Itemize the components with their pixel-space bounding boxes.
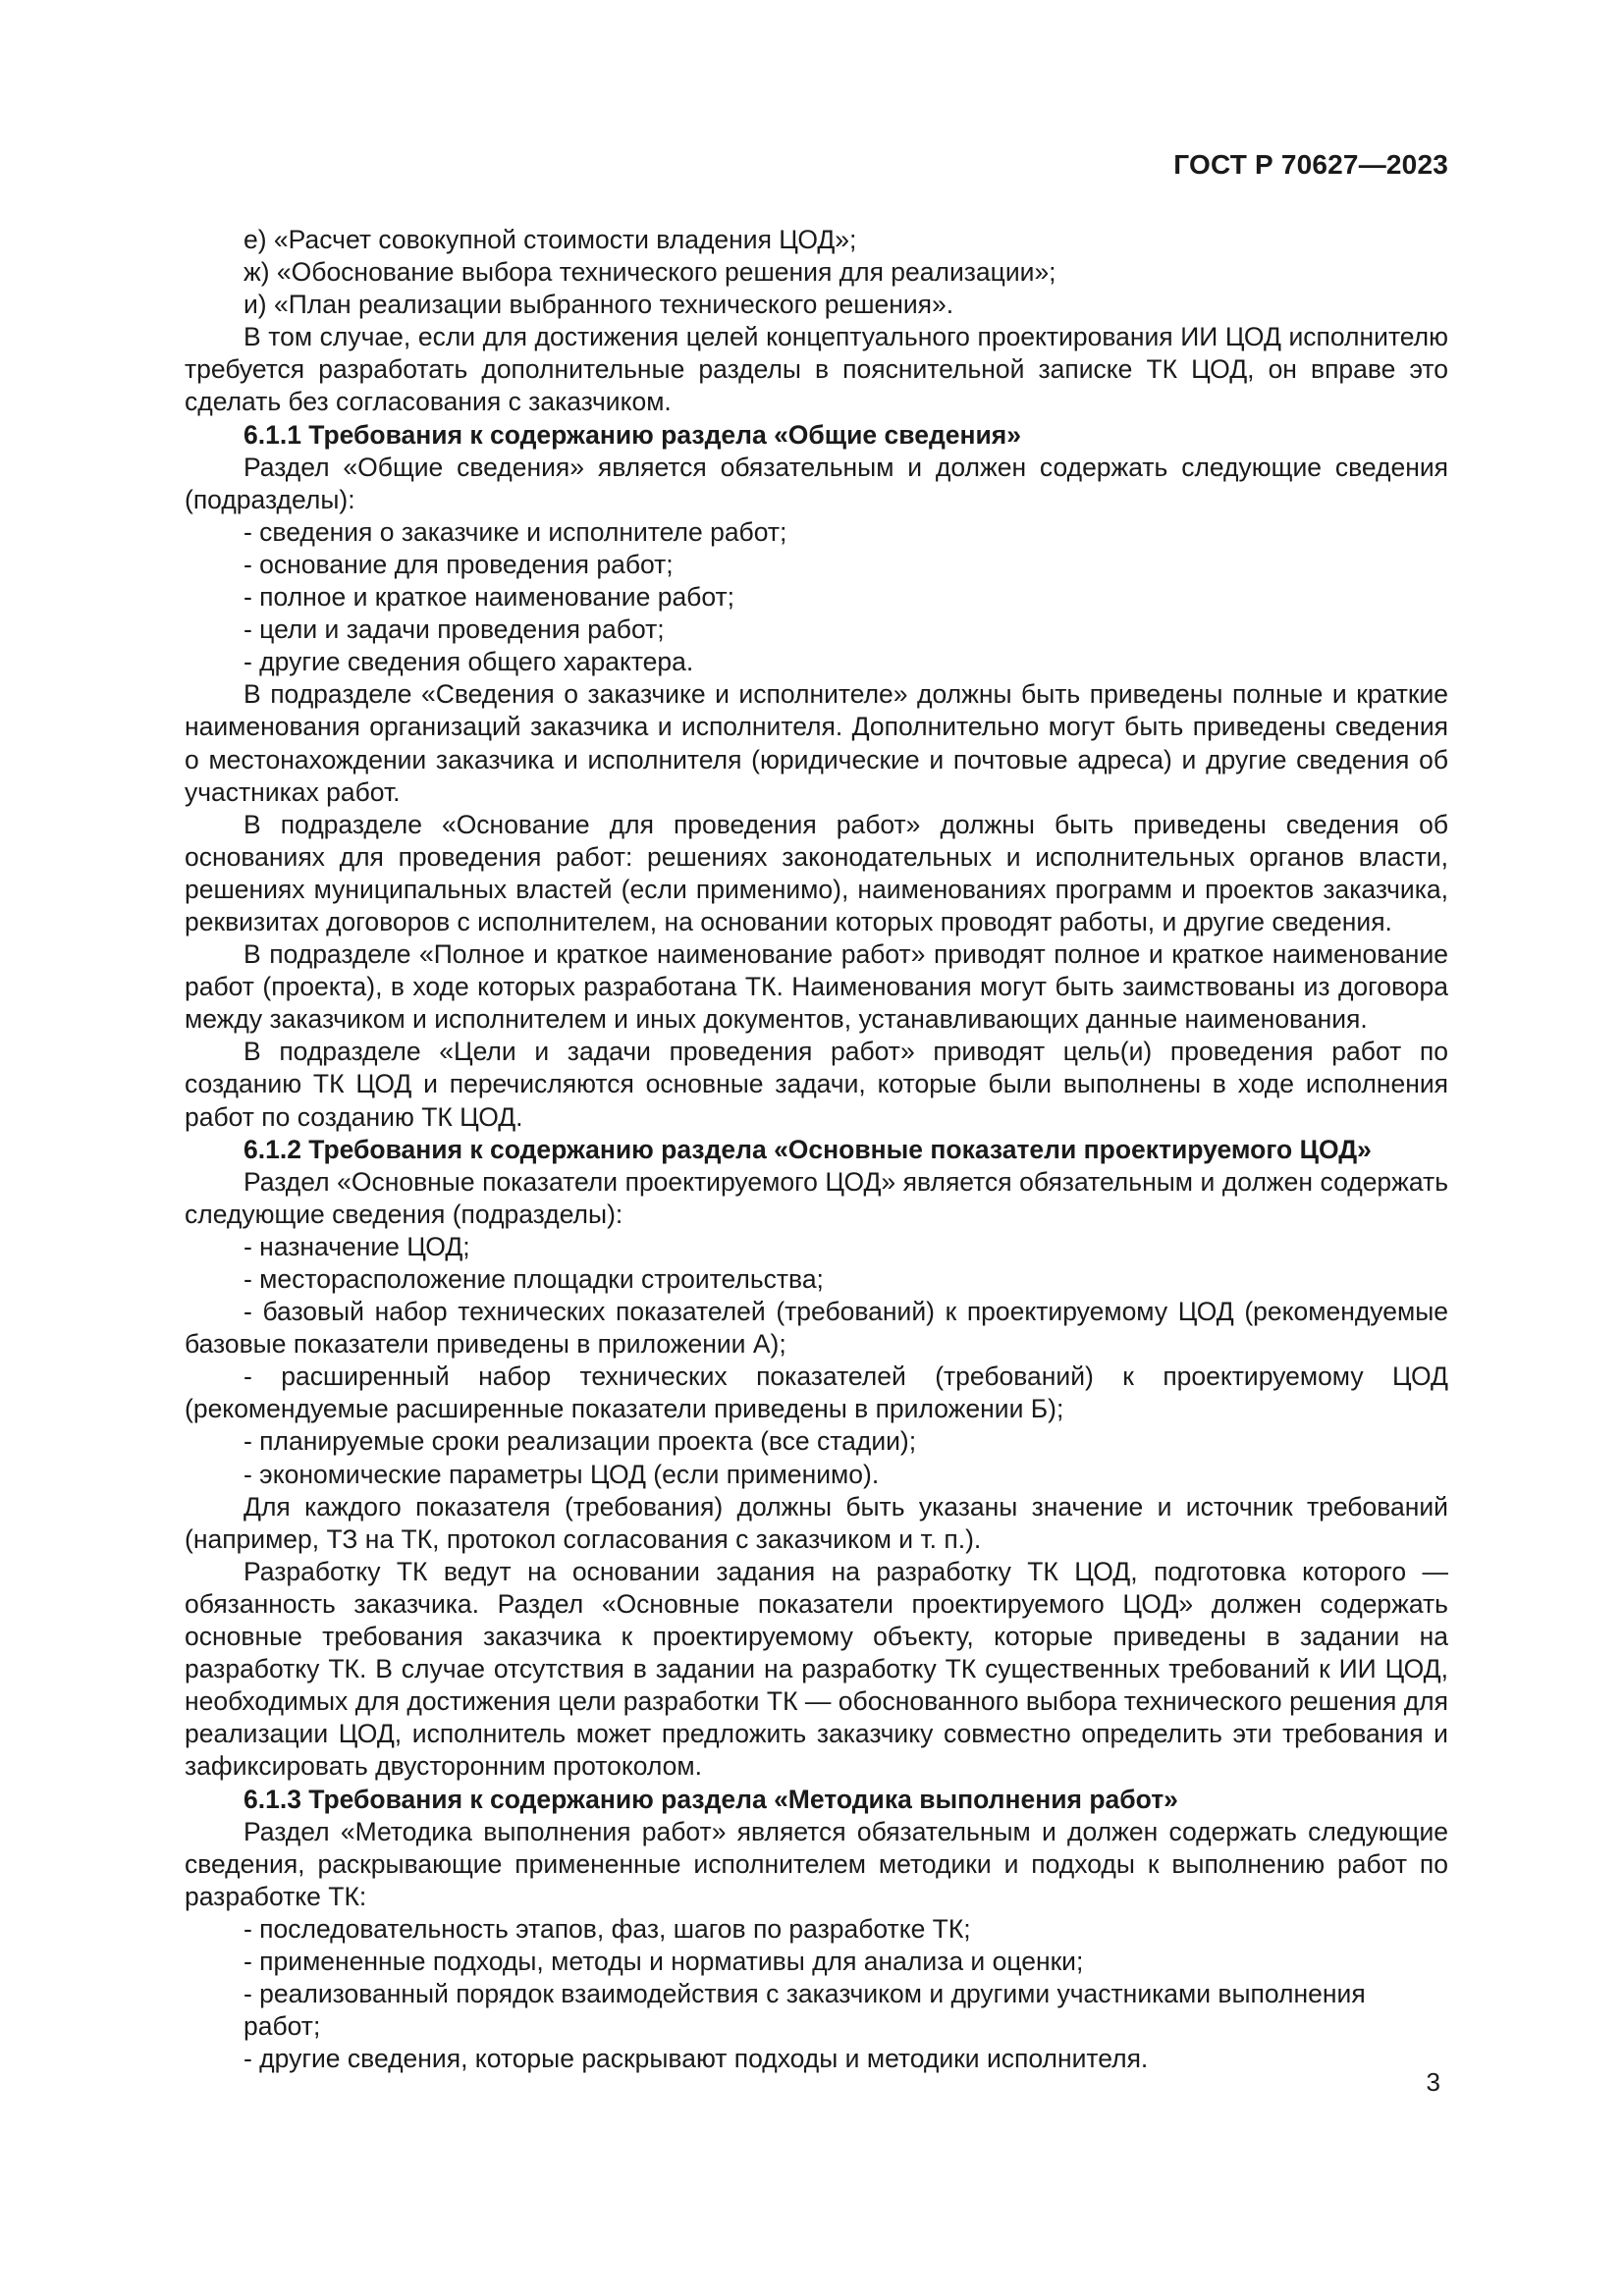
list-item: - расширенный набор технических показателей (требований) к проектируемому ЦОД (рекомендуемые расширенные показатели приведены в приложении Б); xyxy=(185,1362,1448,1424)
list-item: - другие сведения, которые раскрывают подходы и методики исполнителя. xyxy=(244,2044,1149,2074)
paragraph: В том случае, если для достижения целей концептуального проектирования ИИ ЦОД исполнителю требуется разработать дополнительные разделы в пояснительной записке ТК ЦОД, он вправе это сделать без согласования с заказчиком. xyxy=(185,322,1448,417)
list-item: е) «Расчет совокупной стоимости владения ЦОД»; xyxy=(244,225,857,254)
paragraph: Раздел «Общие сведения» является обязательным и должен содержать следующие сведения (подразделы): xyxy=(185,452,1448,514)
paragraph: Разработку ТК ведут на основании задания на разработку ТК ЦОД, подготовка которого — обязанность заказчика. Раздел «Основные показатели проектируемого ЦОД» должен содержать основные требования заказчика к проектируемому объекту, которые приведены в задании на разработку ТК. В случае отсутствия в задании на разработку ТК существенных требований к ИИ ЦОД, необходимых для достижения цели разработки ТК — обоснованного выбора технического решения для реализации ЦОД, исполнитель может предложить заказчику совместно определить эти требования и зафиксировать двусторонним протоколом. xyxy=(185,1556,1448,1782)
section-heading-6-1-1: 6.1.1 Требования к содержанию раздела «Общие сведения» xyxy=(244,419,1022,450)
list-item: - полное и краткое наименование работ; xyxy=(244,582,735,613)
paragraph: Раздел «Методика выполнения работ» является обязательным и должен содержать следующие сведения, раскрывающие примененные исполнителем методики и подходы к выполнению работ по разработке ТК: xyxy=(185,1816,1448,1911)
list-item: - месторасположение площадки строительства; xyxy=(244,1264,824,1294)
list-item: - назначение ЦОД; xyxy=(244,1231,470,1261)
paragraph: В подразделе «Основание для проведения работ» должны быть приведены сведения об основаниях для проведения работ: решениях законодательных и исполнительных органов власти, решениях муниципальных властей (если применимо), наименованиях программ и проектов заказчика, реквизитах договоров с исполнителем, на основании которых проводят работы, и другие сведения. xyxy=(185,809,1448,936)
list-item: ж) «Обоснование выбора технического решения для реализации»; xyxy=(244,257,1056,288)
paragraph: В подразделе «Сведения о заказчике и исполнителе» должны быть приведены полные и краткие наименования организаций заказчика и исполнителя. Дополнительно могут быть приведены сведения о местонахождении заказчика и исполнителя (юридические и почтовые адреса) и другие сведения об участниках работ. xyxy=(185,679,1448,807)
paragraph: Для каждого показателя (требования) должны быть указаны значение и источник требований (например, ТЗ на ТК, протокол согласования с заказчиком и т. п.). xyxy=(185,1491,1448,1554)
paragraph: Раздел «Основные показатели проектируемого ЦОД» является обязательным и должен содержать следующие сведения (подразделы): xyxy=(185,1166,1448,1229)
list-item: - последовательность этапов, фаз, шагов по разработке ТК; xyxy=(244,1913,971,1944)
list-item: - основание для проведения работ; xyxy=(244,549,674,579)
paragraph: В подразделе «Полное и краткое наименование работ» приводят полное и краткое наименование работ (проекта), в ходе которых разработана ТК. Наименования могут быть заимствованы из договора между заказчиком и исполнителем и иных документов, устанавливающих данные наименования. xyxy=(185,939,1448,1035)
paragraph: В подразделе «Цели и задачи проведения работ» приводят цель(и) проведения работ по созданию ТК ЦОД и перечисляются основные задачи, которые были выполнены в ходе исполнения работ по созданию ТК ЦОД. xyxy=(185,1037,1448,1132)
document-standard-id: ГОСТ Р 70627—2023 xyxy=(1173,149,1448,180)
list-item: - реализованный порядок взаимодействия с заказчиком и другими участниками выполнения работ; xyxy=(244,1979,1366,2042)
list-item: - другие сведения общего характера. xyxy=(244,647,694,677)
document-body xyxy=(185,224,1448,2075)
section-heading-6-1-2: 6.1.2 Требования к содержанию раздела «Основные показатели проектируемого ЦОД» xyxy=(244,1134,1372,1164)
page-number: 3 xyxy=(1426,2067,1440,2097)
list-item: - примененные подходы, методы и нормативы для анализа и оценки; xyxy=(244,1946,1084,1976)
list-item: - цели и задачи проведения работ; xyxy=(244,614,665,645)
section-heading-6-1-3: 6.1.3 Требования к содержанию раздела «Методика выполнения работ» xyxy=(244,1784,1178,1814)
list-item: - сведения о заказчике и исполнителе работ; xyxy=(244,516,787,547)
list-item: и) «План реализации выбранного технического решения». xyxy=(244,290,954,320)
list-item: - экономические параметры ЦОД (если применимо). xyxy=(244,1459,880,1489)
list-item: - планируемые сроки реализации проекта (все стадии); xyxy=(244,1426,917,1457)
list-item: - базовый набор технических показателей (требований) к проектируемому ЦОД (рекомендуемые базовые показатели приведены в приложении А); xyxy=(185,1297,1448,1360)
